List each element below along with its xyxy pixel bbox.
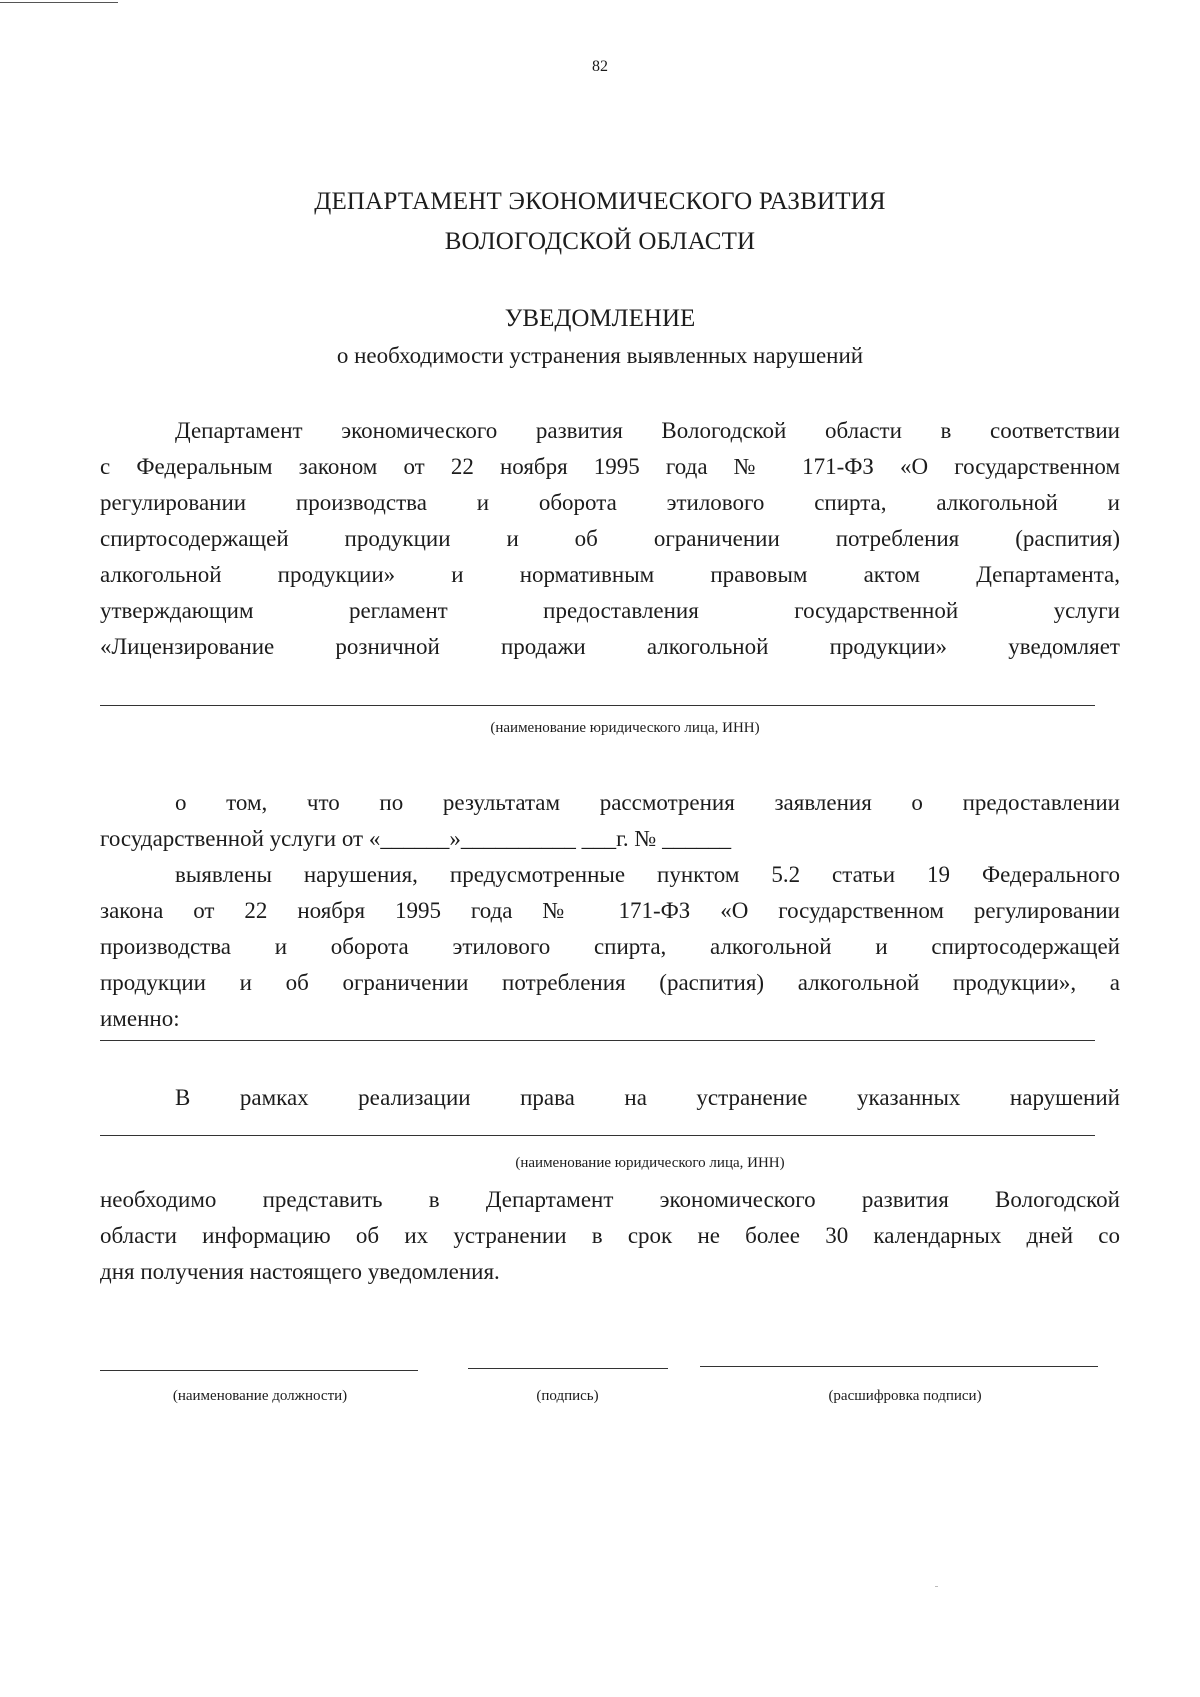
violations-fill-line — [100, 1040, 1095, 1041]
decoding-signature-line — [700, 1366, 1098, 1367]
notice-paragraph-intro — [100, 413, 1120, 665]
text-line: производства и оборота этилового спирта, алкогольной и спиртосодержащей — [100, 934, 1120, 959]
text-line: именно: — [100, 1006, 180, 1031]
position-signature-line — [100, 1370, 418, 1371]
text-line: алкогольной продукции» и нормативным правовым актом Департамента, — [100, 562, 1120, 587]
entity-fill-line-2 — [100, 1135, 1095, 1136]
position-caption: (наименование должности) — [172, 1388, 348, 1404]
signature-line — [468, 1368, 668, 1369]
department-name-line-2: ВОЛОГОДСКОЙ ОБЛАСТИ — [444, 228, 756, 255]
notice-paragraph-deadline — [100, 1182, 1120, 1290]
notice-paragraph-rights — [100, 1080, 1120, 1116]
text-line: регулировании производства и оборота этилового спирта, алкогольной и — [100, 490, 1120, 515]
entity-caption-1: (наименование юридического лица, ИНН) — [490, 720, 760, 736]
department-name-line-1: ДЕПАРТАМЕНТ ЭКОНОМИЧЕСКОГО РАЗВИТИЯ — [314, 188, 886, 215]
text-line: о том, что по результатам рассмотрения заявления о предоставлении — [175, 790, 1120, 815]
entity-caption-2: (наименование юридического лица, ИНН) — [515, 1155, 785, 1171]
page-number: 82 — [592, 58, 608, 75]
text-line: Департамент экономического развития Вологодской области в соответствии — [175, 418, 1120, 443]
text-line: необходимо представить в Департамент экономического развития Вологодской — [100, 1187, 1120, 1212]
text-line: «Лицензирование розничной продажи алкогольной продукции» уведомляет — [100, 634, 1120, 659]
text-line: государственной услуги от «______»__________ ___г. № ______ — [100, 826, 732, 851]
decoding-caption: (расшифровка подписи) — [828, 1388, 982, 1404]
scan-edge-line — [0, 2, 118, 3]
signature-caption: (подпись) — [536, 1388, 599, 1404]
text-line: дня получения настоящего уведомления. — [100, 1259, 500, 1284]
entity-fill-line-1 — [100, 705, 1095, 706]
document-title: УВЕДОМЛЕНИЕ — [504, 305, 696, 332]
text-line: выявлены нарушения, предусмотренные пунктом 5.2 статьи 19 Федерального — [175, 862, 1120, 887]
document-subtitle: о необходимости устранения выявленных нарушений — [336, 343, 864, 368]
text-line: области информацию об их устранении в срок не более 30 календарных дней со — [100, 1223, 1120, 1248]
notice-paragraph-violations — [100, 857, 1120, 1037]
text-line: спиртосодержащей продукции и об ограничении потребления (распития) — [100, 526, 1120, 551]
text-line: утверждающим регламент предоставления государственной услуги — [100, 598, 1120, 623]
text-line: с Федеральным законом от 22 ноября 1995 года № 171-ФЗ «О государственном — [100, 454, 1120, 479]
text-line: В рамках реализации права на устранение указанных нарушений — [175, 1085, 1120, 1110]
scan-speck — [935, 1586, 938, 1587]
text-line: закона от 22 ноября 1995 года № 171-ФЗ «О государственном регулировании — [100, 898, 1120, 923]
notice-paragraph-review — [100, 785, 1120, 857]
text-line: продукции и об ограничении потребления (распития) алкогольной продукции», а — [100, 970, 1120, 995]
